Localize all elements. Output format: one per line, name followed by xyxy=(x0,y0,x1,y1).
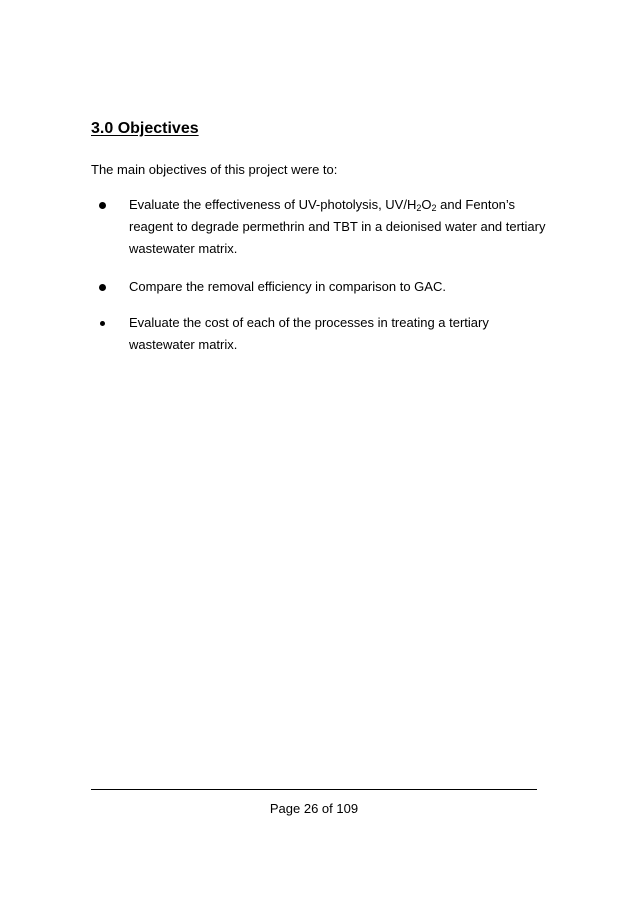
list-item xyxy=(91,194,551,260)
objective-3-text: Evaluate the cost of each of the processes in treating a tertiary wastewater matrix. xyxy=(129,315,489,352)
objective-1-text: Evaluate the effectiveness of UV-photolysis, $UV/H_2O_2$ and Fenton’s reagent to degrade permethrin and TBT in a deionised water and tertiary wastewater matrix. xyxy=(129,197,546,256)
list-item xyxy=(91,312,551,356)
footer-divider xyxy=(91,789,537,790)
bullet-icon xyxy=(99,202,106,209)
objectives-list xyxy=(91,194,551,356)
list-item xyxy=(91,276,551,298)
bullet-icon xyxy=(100,321,105,326)
page-number: Page 26 of 109 xyxy=(269,801,359,816)
objective-2-text: Compare the removal efficiency in comparison to GAC. xyxy=(129,279,446,294)
intro-paragraph: The main objectives of this project were to: xyxy=(91,162,338,177)
bullet-icon xyxy=(99,284,106,291)
section-heading: 3.0 Objectives xyxy=(91,120,199,137)
